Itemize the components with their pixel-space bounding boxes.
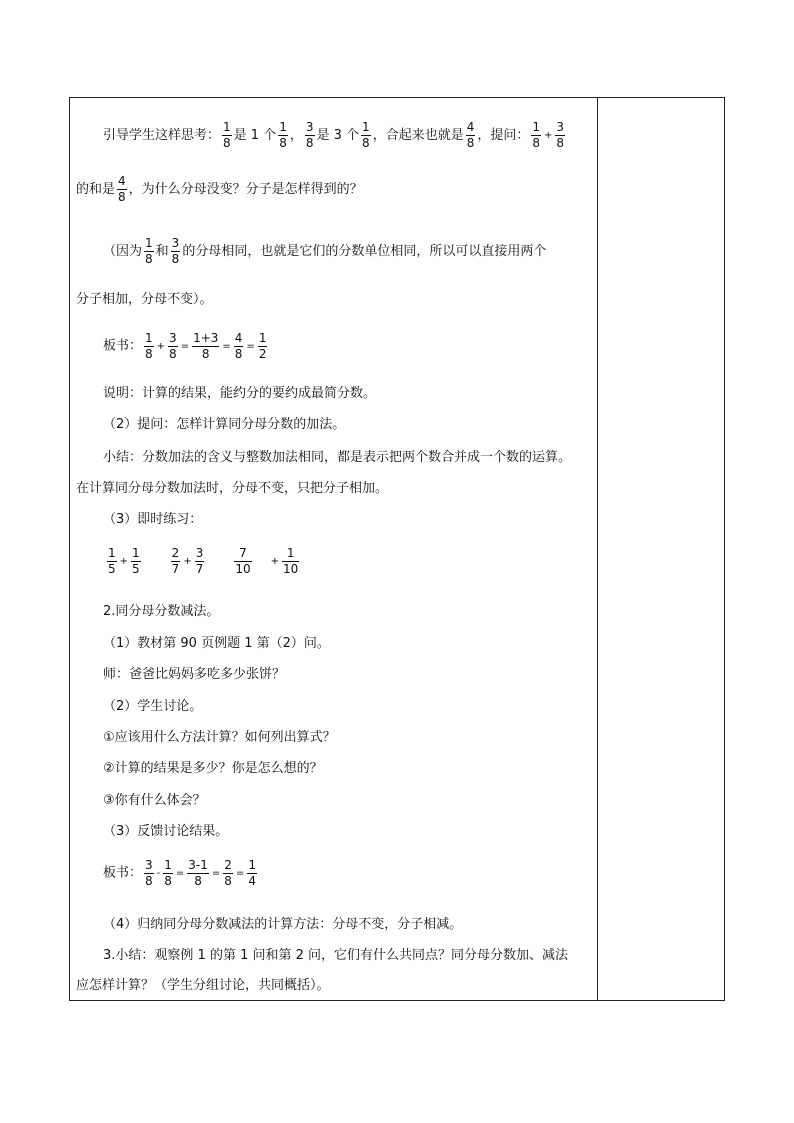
text: 是 1 个 — [233, 128, 277, 143]
equals-sign: = — [246, 340, 255, 352]
text-line: （2）学生讨论。 — [103, 699, 203, 714]
equals-sign: = — [235, 867, 245, 879]
fraction: $\frac{1}{8}$ — [164, 858, 172, 888]
column-divider — [597, 98, 598, 1000]
practice-problems — [105, 546, 301, 577]
text-line: （1）教材第 90 页例题 1 第（2）问。 — [103, 636, 330, 651]
text: ，提问： — [477, 128, 530, 143]
plus-sign: + — [270, 555, 280, 567]
fraction: $\frac{1+3}{8}$ — [193, 331, 219, 361]
fraction: $\frac{2}{8}$ — [224, 858, 232, 888]
fraction: $\frac{1}{5}$ — [132, 546, 140, 576]
fraction: $\frac{3}{8}$ — [305, 120, 314, 150]
text-line: ②计算的结果是多少？你是怎么想的？ — [103, 761, 323, 776]
text: ，为什么分母没变？分子是怎样得到的？ — [128, 182, 363, 197]
equals-sign: = — [180, 340, 190, 352]
text-line: （3）反馈讨论结果。 — [103, 824, 229, 839]
minus-sign: - — [156, 867, 161, 879]
plus-sign: + — [183, 555, 192, 567]
text-line: （4）归纳同分母分数减法的计算方法：分母不变，分子相减。 — [103, 917, 463, 932]
text-line: ③你有什么体会？ — [103, 793, 206, 808]
fraction: $\frac{1}{4}$ — [248, 858, 256, 888]
text-line: （2）提问：怎样计算同分母分数的加法。 — [103, 417, 346, 432]
text: 引导学生这样思考： — [103, 128, 221, 143]
lesson-table — [69, 97, 725, 1001]
plus-sign: + — [156, 340, 166, 352]
fraction: $\frac{3-1}{8}$ — [188, 858, 208, 888]
section-heading: 2.同分母分数减法。 — [103, 604, 220, 619]
text-line: 在计算同分母分数加法时，分母不变，只把分子相加。 — [76, 481, 389, 496]
fraction: $\frac{3}{7}$ — [195, 546, 204, 576]
plus-sign: + — [119, 555, 129, 567]
fraction: $\frac{1}{8}$ — [145, 331, 153, 361]
equals-sign: = — [211, 867, 221, 879]
question-line — [76, 174, 363, 205]
fraction: $\frac{3}{8}$ — [145, 858, 153, 888]
text-line: 说明：计算的结果，能约分的要约成最简分数。 — [103, 386, 377, 401]
fraction: $\frac{3}{8}$ — [556, 120, 565, 150]
text: 是 3 个 — [316, 128, 360, 143]
equals-sign: = — [222, 340, 231, 352]
fraction: $\frac{1}{8}$ — [145, 236, 153, 266]
plus-sign: + — [544, 129, 553, 141]
board-label: 板书： — [103, 865, 143, 881]
text: ， — [289, 128, 303, 143]
text-line: ①应该用什么方法计算？如何列出算式？ — [103, 730, 336, 745]
board-equation — [103, 331, 269, 362]
text-line: （3）即时练习： — [103, 512, 203, 527]
guide-line — [103, 120, 567, 151]
text: 和 — [155, 244, 169, 259]
text: ，合起来也就是 — [372, 128, 464, 143]
fraction: $\frac{1}{8}$ — [362, 120, 370, 150]
fraction: $\frac{1}{8}$ — [532, 120, 540, 150]
explanation-line — [103, 236, 546, 267]
equals-sign: = — [175, 867, 185, 879]
text-line: 3.小结：观察例 1 的第 1 问和第 2 问，它们有什么共同点？同分母分数加、减法 — [103, 948, 569, 963]
text: 的分母相同，也就是它们的分数单位相同，所以可以直接用两个 — [182, 244, 547, 259]
fraction: $\frac{7}{10}$ — [235, 546, 251, 576]
text: （因为 — [103, 244, 143, 259]
fraction: $\frac{2}{7}$ — [171, 546, 180, 576]
fraction: $\frac{4}{8}$ — [234, 331, 243, 361]
fraction: $\frac{3}{8}$ — [171, 236, 180, 266]
fraction: $\frac{3}{8}$ — [169, 331, 177, 361]
text-line: 小结：分数加法的含义与整数加法相同，都是表示把两个数合并成一个数的运算。 — [103, 450, 572, 465]
fraction: $\frac{1}{10}$ — [283, 546, 299, 576]
fraction: $\frac{1}{8}$ — [279, 120, 287, 150]
text: 的和是 — [76, 182, 116, 197]
fraction: $\frac{1}{8}$ — [223, 120, 231, 150]
fraction: $\frac{1}{5}$ — [108, 546, 116, 576]
board-equation — [103, 858, 259, 889]
text-line: 分子相加，分母不变）。 — [76, 292, 213, 307]
fraction: $\frac{4}{8}$ — [118, 174, 126, 204]
text-line: 应怎样计算？（学生分组讨论，共同概括）。 — [76, 978, 330, 993]
text-line: 师：爸爸比妈妈多吃多少张饼？ — [103, 667, 286, 682]
fraction: $\frac{1}{2}$ — [258, 331, 267, 361]
fraction: $\frac{4}{8}$ — [466, 120, 475, 150]
board-label: 板书： — [103, 338, 143, 354]
